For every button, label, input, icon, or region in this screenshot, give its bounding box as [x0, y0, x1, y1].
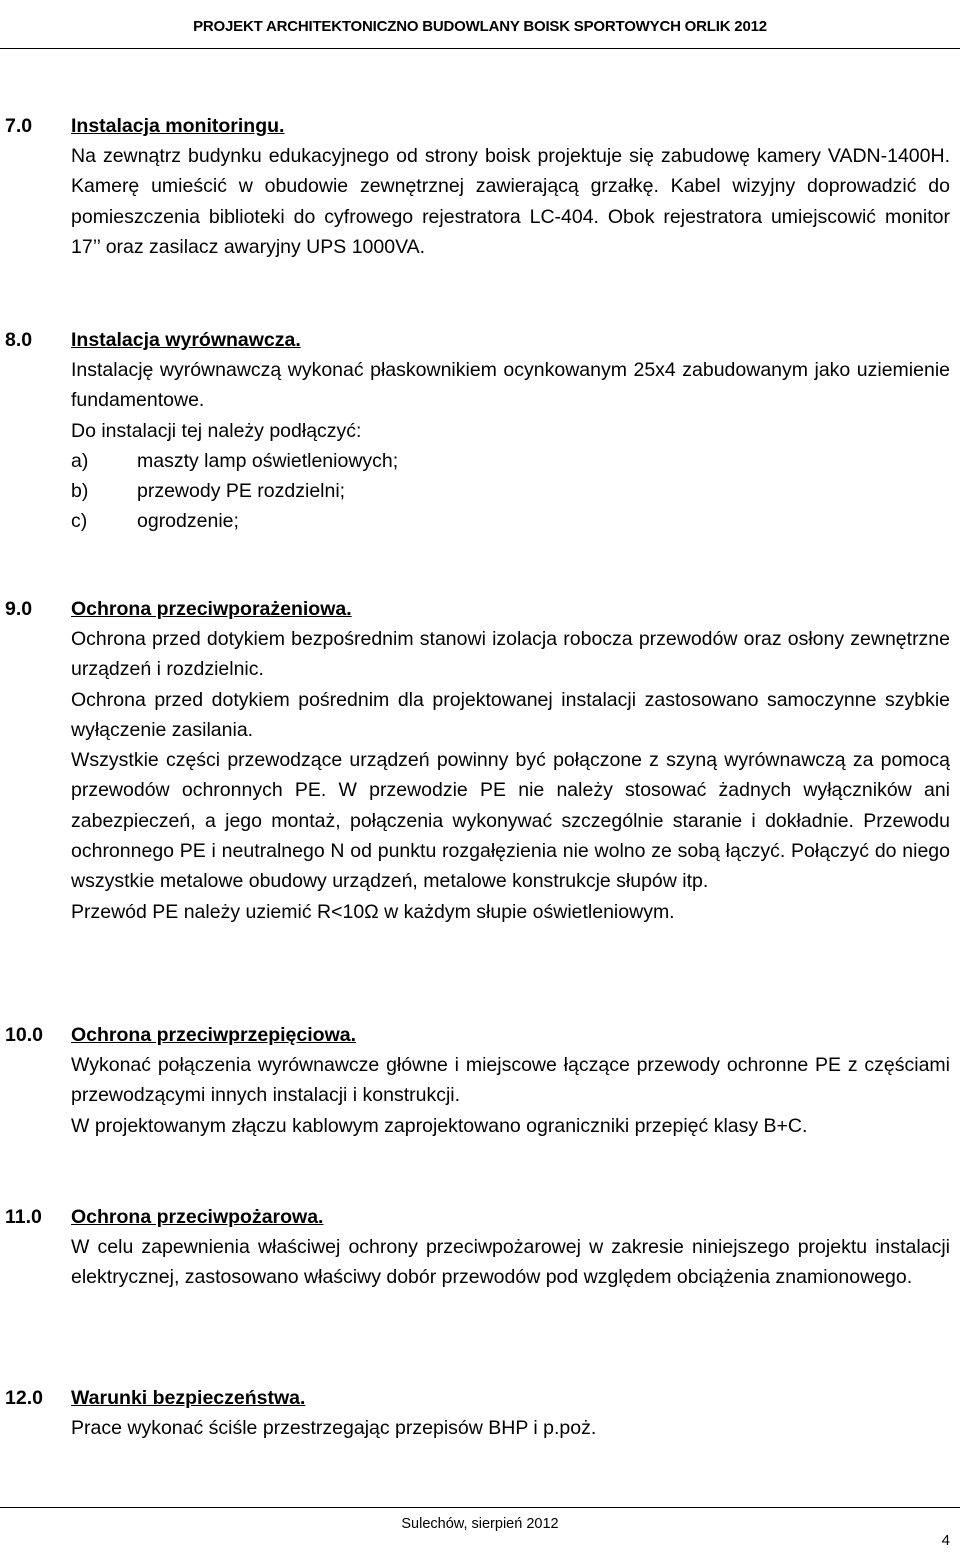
- section-paragraph: Prace wykonać ściśle przestrzegając przepisów BHP i p.poż.: [71, 1417, 597, 1439]
- footer-place-date: Sulechów, sierpień 2012: [401, 1516, 559, 1532]
- section-title: Ochrona przeciwporażeniowa.: [71, 598, 352, 620]
- list-item-label: c): [71, 510, 88, 533]
- section-heading: [0, 111, 960, 141]
- section-title: Instalacja wyrównawcza.: [71, 329, 301, 351]
- section-10: [0, 1020, 960, 1141]
- list-item-label: b): [71, 480, 89, 503]
- section-title: Ochrona przeciwprzepięciowa.: [71, 1024, 356, 1046]
- section-8: [0, 325, 960, 537]
- section-number: 9.0: [5, 598, 33, 620]
- section-paragraph: Na zewnątrz budynku edukacyjnego od strony boisk projektuje się zabudowę kamery VADN-1400H. Kamerę umieścić w obudowie zewnętrznej zawierającą grzałkę. Kabel wizyjny doprowadzić do pomieszczenia biblioteki do cyfrowego rejestratora LC-404. Obok rejestratora umiejscowić monitor 17’’ oraz zasilacz awaryjny UPS 1000VA.: [71, 145, 950, 258]
- list-item-text: ogrodzenie;: [137, 510, 239, 533]
- section-heading: [0, 1202, 960, 1232]
- section-title: Ochrona przeciwpożarowa.: [71, 1206, 324, 1228]
- section-heading: [0, 325, 960, 355]
- list-item-text: maszty lamp oświetleniowych;: [137, 449, 399, 472]
- section-paragraph: Ochrona przed dotykiem pośrednim dla projektowanej instalacji zastosowano samoczynne szybkie wyłączenie zasilania.: [71, 688, 950, 741]
- document-header: PROJEKT ARCHITEKTONICZNO BUDOWLANY BOISK SPORTOWYCH ORLIK 2012: [193, 18, 767, 35]
- section-heading: [0, 1020, 960, 1050]
- section-number: 8.0: [5, 329, 33, 351]
- connection-list: [71, 446, 960, 537]
- section-12: [0, 1383, 960, 1443]
- section-number: 10.0: [5, 1024, 43, 1046]
- section-paragraph: Instalację wyrównawczą wykonać płaskownikiem ocynkowanym 25x4 zabudowanym jako uziemienie fundamentowe.: [71, 359, 950, 412]
- section-heading: [0, 1383, 960, 1413]
- list-item-label: a): [71, 449, 89, 472]
- footer-divider: [0, 1507, 960, 1508]
- section-number: 7.0: [5, 115, 33, 137]
- section-11: [0, 1202, 960, 1293]
- section-title: Instalacja monitoringu.: [71, 115, 285, 137]
- section-paragraph: W celu zapewnienia właściwej ochrony przeciwpożarowej w zakresie niniejszego projektu instalacji elektrycznej, zastosowano właściwy dobór przewodów pod względem obciążenia znamionowego.: [71, 1236, 950, 1289]
- section-7: [0, 111, 960, 262]
- header-divider: [0, 48, 960, 49]
- list-item: [71, 476, 960, 506]
- section-title: Warunki bezpieczeństwa.: [71, 1387, 306, 1409]
- page-number: 4: [941, 1532, 950, 1549]
- section-paragraph: Przewód PE należy uziemić R<10Ω w każdym słupie oświetleniowym.: [71, 900, 675, 923]
- section-paragraph: Do instalacji tej należy podłączyć:: [71, 419, 362, 442]
- list-item-text: przewody PE rozdzielni;: [137, 480, 346, 503]
- section-heading: [0, 594, 960, 624]
- list-item: [71, 446, 960, 476]
- section-paragraph: Wykonać połączenia wyrównawcze główne i miejscowe łączące przewody ochronne PE z częściami przewodzącymi innych instalacji i konstrukcji.: [71, 1054, 950, 1107]
- section-number: 11.0: [5, 1206, 42, 1228]
- section-paragraph: Ochrona przed dotykiem bezpośrednim stanowi izolacja robocza przewodów oraz osłony zewnętrzne urządzeń i rozdzielnic.: [71, 628, 950, 681]
- section-9: [0, 594, 960, 927]
- section-number: 12.0: [5, 1387, 43, 1409]
- section-paragraph: W projektowanym złączu kablowym zaprojektowano ograniczniki przepięć klasy B+C.: [71, 1114, 808, 1137]
- list-item: [71, 506, 960, 536]
- section-paragraph: Wszystkie części przewodzące urządzeń powinny być połączone z szyną wyrównawczą za pomocą przewodów ochronnych PE. W przewodzie PE nie należy stosować żadnych wyłączników ani zabezpieczeń, a jego montaż, połączenia wykonywać szczególnie staranie i dokładnie. Przewodu ochronnego PE i neutralnego N od punktu rozgałęzienia nie wolno ze sobą łączyć. Połączyć do niego wszystkie metalowe obudowy urządzeń, metalowe konstrukcje słupów itp.: [71, 749, 950, 893]
